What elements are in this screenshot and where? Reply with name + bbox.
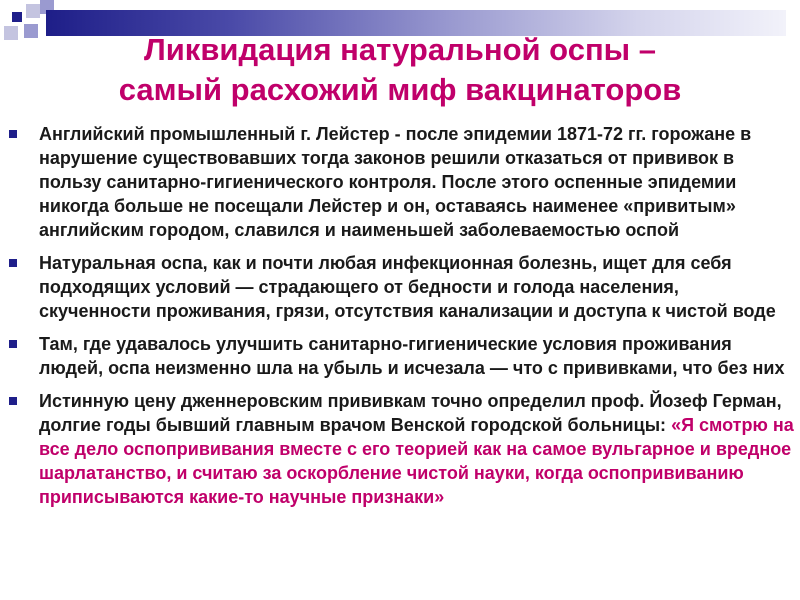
- quote-text: «Я смотрю на все дело оспопрививания вместе с его теорией как на самое вульгарное и вредное шарлатанство, и считаю за оскорбление чистой науки, когда оспопрививанию приписываются какие-то научные признаки»: [39, 415, 794, 507]
- corner-square-light: [26, 4, 40, 18]
- bullet-item: [8, 332, 794, 380]
- bullet-text: Истинную цену дженнеровским прививкам точно определил проф. Йозеф Герман, долгие годы бывший главным врачом Венской городской больницы:: [39, 391, 782, 435]
- square-bullet-icon: [9, 340, 17, 348]
- bullet-item: [8, 251, 794, 323]
- bullet-list: [8, 122, 794, 518]
- square-bullet-icon: [9, 397, 17, 405]
- slide-title: [0, 30, 800, 110]
- bullet-text: Натуральная оспа, как и почти любая инфекционная болезнь, ищет для себя подходящих условий — страдающего от бедности и голода населения, скученности проживания, грязи, отсутствия канализации и доступа к чистой воде: [39, 253, 776, 321]
- square-bullet-icon: [9, 259, 17, 267]
- slide-title-line-2: самый расхожий миф вакцинаторов: [118, 72, 682, 107]
- corner-square-dark: [12, 12, 22, 22]
- bullet-item: [8, 389, 794, 509]
- slide-title-line-1: Ликвидация натуральной оспы –: [144, 32, 656, 67]
- bullet-item: [8, 122, 794, 242]
- square-bullet-icon: [9, 130, 17, 138]
- bullet-text: Там, где удавалось улучшить санитарно-гигиенические условия проживания людей, оспа неизменно шла на убыль и исчезала — что с прививками, что без них: [39, 334, 785, 378]
- bullet-text: Английский промышленный г. Лейстер - после эпидемии 1871-72 гг. горожане в нарушение существовавших тогда законов решили отказаться от прививок в пользу санитарно-гигиенического контроля. После этого оспенные эпидемии никогда больше не посещали Лейстер и он, оставаясь наименее «привитым» английским городом, славился и наименьшей заболеваемостью оспой: [39, 124, 752, 240]
